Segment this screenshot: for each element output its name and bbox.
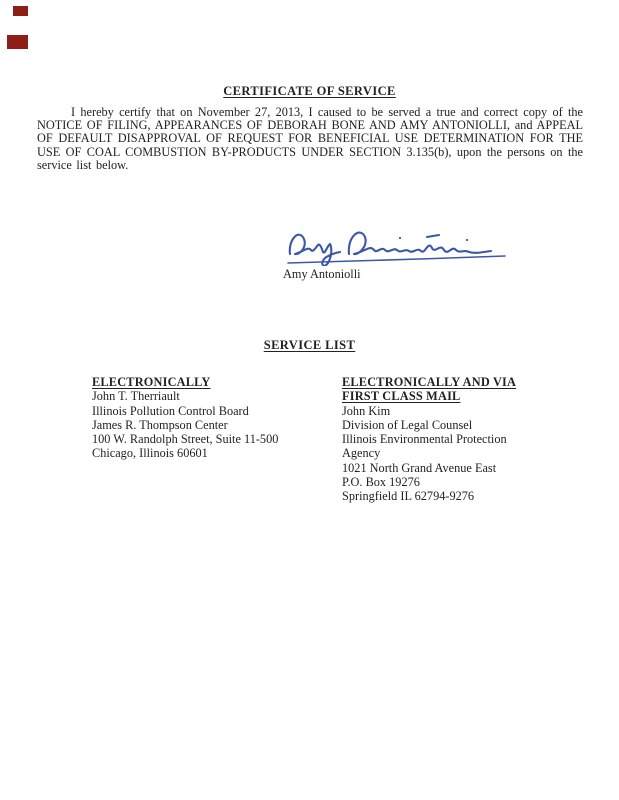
- column-heading-electronically-and-first-class-mail: ELECTRONICALLY AND VIA FIRST CLASS MAIL: [342, 375, 517, 404]
- certificate-of-service-title: CERTIFICATE OF SERVICE: [223, 84, 396, 98]
- signature-block: [283, 224, 513, 282]
- column-heading-electronically: ELECTRONICALLY: [92, 375, 211, 389]
- handwritten-signature-icon: [283, 224, 511, 266]
- service-recipient-line: Springfield IL 62794-9276: [342, 489, 475, 504]
- service-recipient-line: John Kim: [342, 403, 391, 418]
- service-recipient-line: Illinois Pollution Control Board: [92, 403, 249, 418]
- scan-artifact-red-mark: [7, 35, 28, 49]
- service-recipient-line: 100 W. Randolph Street, Suite 11-500: [92, 432, 279, 447]
- service-recipient-line: Illinois Environmental Protection Agency: [342, 432, 507, 461]
- service-recipient-line: 1021 North Grand Avenue East: [342, 460, 497, 475]
- certification-paragraph: I hereby certify that on November 27, 2013, I caused to be served a true and correct copy of the NOTICE OF FILING, APPEARANCES OF DEBORAH BONE AND AMY ANTONIOLLI, and APPEAL OF DEFAULT DISAPPROVAL OF REQUEST FOR BENEFICIAL USE DETERMINATION FOR THE USE OF COAL COMBUSTION BY-PRODUCTS UNDER SECTION 3.135(b), upon the persons on the service list below.: [37, 105, 583, 172]
- service-recipient-line: P.O. Box 19276: [342, 475, 420, 490]
- service-recipient-line: Division of Legal Counsel: [342, 417, 473, 432]
- service-list-column-first-class-mail: [342, 375, 524, 504]
- signatory-typed-name: Amy Antoniolli: [283, 267, 361, 281]
- service-recipient-line: John T. Therriault: [92, 389, 180, 404]
- scan-artifact-red-mark: [13, 6, 28, 16]
- service-list-column-electronically: [92, 375, 337, 461]
- service-list-title: SERVICE LIST: [263, 338, 356, 352]
- service-recipient-line: James R. Thompson Center: [92, 417, 228, 432]
- service-recipient-line: Chicago, Illinois 60601: [92, 446, 208, 461]
